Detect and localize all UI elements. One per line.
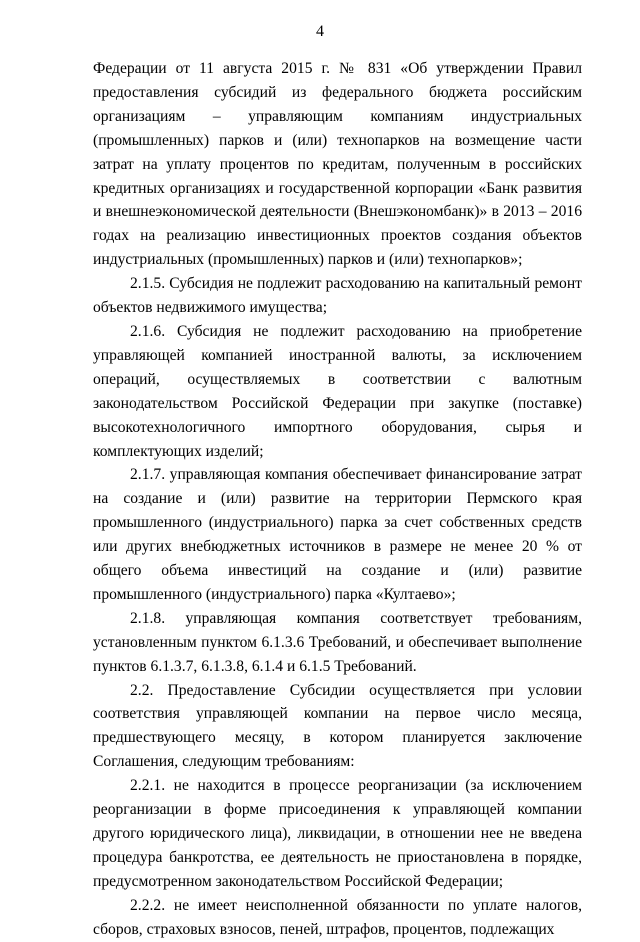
paragraph-2-1-7: 2.1.7. управляющая компания обеспечивает финансирование затрат на создание и (или) развитие на территории Пермского края промышленного (индустриального) парка за счет собственных средств или других внебюджетных источников в размере не менее 20 % от общего объема инвестиций на создание и (или) развитие промышленного (индустриального) парка «Култаево»; [93, 466, 582, 603]
document-body [93, 57, 582, 942]
paragraph-2-2-1: 2.2.1. не находится в процессе реорганизации (за исключением реорганизации в форме присоединения к управляющей компании другого юридического лица), ликвидации, в отношении нее не введена процедура банкротства, ее деятельность не приостановлена в порядке, предусмотренном законодательством Российской Федерации; [93, 777, 582, 890]
page-number: 4 [316, 23, 324, 40]
paragraph-2-1-5: 2.1.5. Субсидия не подлежит расходованию на капитальный ремонт объектов недвижимого имущества; [93, 275, 582, 317]
paragraph-2-2-2: 2.2.2. не имеет неисполненной обязанности по уплате налогов, сборов, страховых взносов, пеней, штрафов, процентов, подлежащих [93, 896, 582, 938]
paragraph-2-1-8: 2.1.8. управляющая компания соответствует требованиям, установленным пунктом 6.1.3.6 Требований, и обеспечивает выполнение пунктов 6.1.3.7, 6.1.3.8, 6.1.4 и 6.1.5 Требований. [93, 609, 582, 675]
paragraph-2-2: 2.2. Предоставление Субсидии осуществляется при условии соответствия управляющей компании на первое число месяца, предшествующего месяцу, в котором планируется заключение Соглашения, следующим требованиям: [93, 681, 582, 771]
paragraph-2-1-6: 2.1.6. Субсидия не подлежит расходованию на приобретение управляющей компанией иностранной валюты, за исключением операций, осуществляемых в соответствии с валютным законодательством Российской Федерации при закупке (поставке) высокотехнологичного импортного оборудования, сырья и комплектующих изделий; [93, 322, 582, 460]
paragraph-continuation: Федерации от 11 августа 2015 г. № 831 «Об утверждении Правил предоставления субсидий из федерального бюджета российским организациям – управляющим компаниям индустриальных (промышленных) парков и (или) технопарков на возмещение части затрат на уплату процентов по кредитам, полученным в российских кредитных организациях и государственной корпорации «Банк развития и внешнеэкономической деятельности (Внешэкономбанк)» в 2013 – 2016 годах на реализацию инвестиционных проектов создания объектов индустриальных (промышленных) парков и (или) технопарков»; [93, 60, 582, 269]
